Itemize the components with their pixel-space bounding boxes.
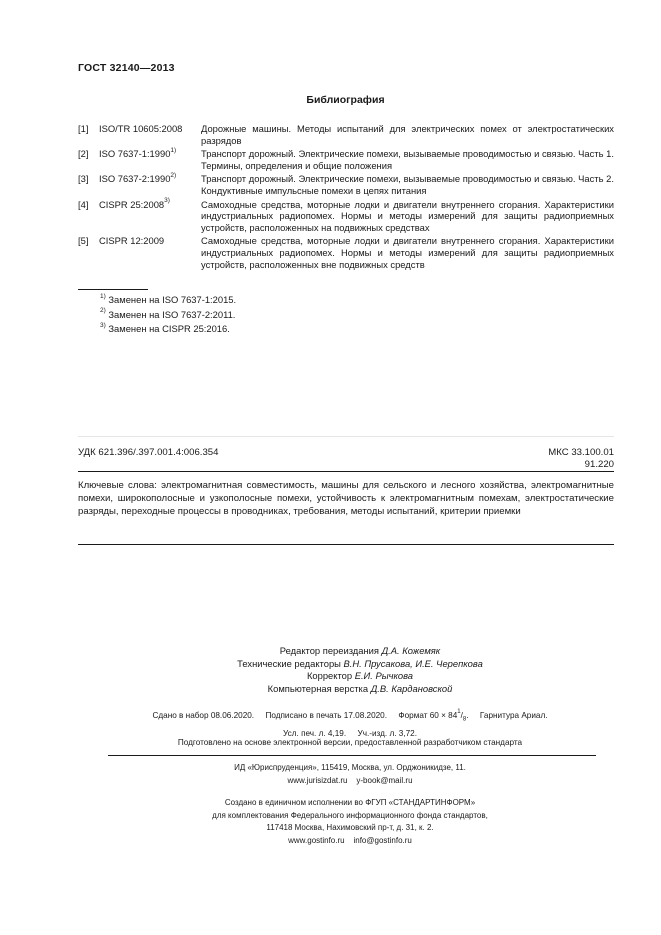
footnote-mark: 3) xyxy=(164,197,170,205)
udk-code: УДК 621.396/.397.001.4:006.354 xyxy=(78,447,219,458)
bibliography-item-reference: CISPR 25:2008$^{3)}$ xyxy=(99,197,170,210)
bibliography-item xyxy=(78,235,614,270)
footnote: $^{2)}$ Заменен на ISO 7637-2:2011. xyxy=(100,307,236,320)
bibliography-item xyxy=(78,123,614,146)
publishing-info: Сдано в набор 08.06.2020. Подписано в печать 17.08.2020. Формат $60 \times 84^1/_8$. Гарнитура Ариал. Усл. печ. л. 4,19. Уч.-изд. л. 3,72. xyxy=(152,709,548,738)
credit-line: Корректор Е.И. Рычкова xyxy=(306,670,414,681)
bibliography-list xyxy=(78,123,614,272)
prepared-note: Подготовлено на основе электронной версии, предоставленной разработчиком стандарта xyxy=(177,738,523,747)
bibliography-item-reference: ISO/TR 10605:2008 xyxy=(99,123,183,134)
publisher-site-link: www.jurisizdat.ru xyxy=(287,775,348,785)
bibliography-item-number: [2] xyxy=(78,148,89,160)
bibliography-item-number: [5] xyxy=(78,235,89,247)
credit-line: Редактор переиздания Д.А. Кожемяк xyxy=(279,645,441,656)
bibliography-item-reference: CISPR 12:2009 xyxy=(99,235,165,247)
bibliography-item-reference: ISO 7637-2:1990$^{2)}$ xyxy=(99,172,177,185)
keywords-bottom-rule xyxy=(78,544,614,545)
bibliography-item-number: [3] xyxy=(78,173,89,185)
printer-email-link: info@gostinfo.ru xyxy=(353,835,412,845)
bibliography-item-title: Самоходные средства, моторные лодки и двигатели внутреннего сгорания. Характеристики индустриальных радиопомех. Нормы и методы измерений для защиты радиоприемных устройств, расположенных вне подвижных средств xyxy=(201,235,614,270)
footnote-divider xyxy=(78,289,148,290)
bibliography-item-number: [1] xyxy=(78,123,89,134)
credit-line: Компьютерная верстка Д.В. Кардановской xyxy=(267,682,453,694)
bibliography-item-title: Транспорт дорожный. Электрические помехи, вызываемые проводимостью и связью. Часть 2. Кондуктивные импульсные помехи в цепях питания xyxy=(201,173,614,196)
printer-info: Создано в единичном исполнении во ФГУП «СТАНДАРТИНФОРМ» для комплектования Федерального информационного фонда стандартов, 117418 Москва, Нахимовский пр-т, д. 31, к. 2. www.gostinfo.ru info@gostinfo.ru xyxy=(212,798,488,845)
bibliography-title: Библиография xyxy=(306,94,385,106)
bibliography-item xyxy=(78,173,614,196)
faint-divider xyxy=(78,436,614,437)
bibliography-item-title: Дорожные машины. Методы испытаний для электрических помех от электростатических разрядов xyxy=(201,123,614,146)
footnote: $^{3)}$ Заменен на CISPR 25:2016. xyxy=(100,321,230,334)
bibliography-item xyxy=(78,148,614,171)
publisher-email-link: y-book@mail.ru xyxy=(356,775,413,785)
bibliography-item-reference: ISO 7637-1:1990$^{1)}$ xyxy=(99,147,177,160)
bibliography-item xyxy=(78,199,614,234)
bibliography-item-title: Транспорт дорожный. Электрические помехи, вызываемые проводимостью и связью. Часть 1. Термины, определения и общие положения xyxy=(201,148,614,171)
mks-code: МКС 33.100.01 91.220 xyxy=(548,447,614,470)
footnotes xyxy=(100,293,236,337)
footnote-mark: 1) xyxy=(170,147,177,155)
keywords: Ключевые слова: электромагнитная совместимость, машины для сельского и лесного хозяйства, электромагнитные помехи, широкополосные и узкополосные помехи, устойчивость к электромагнитным помехам, электростатические разряды, переходные процессы в проводниках, требования, методы испытаний, критерии приемки xyxy=(78,480,614,517)
credits xyxy=(150,645,570,695)
bibliography-item-title: Самоходные средства, моторные лодки и двигатели внутреннего сгорания. Характеристики индустриальных радиопомех. Нормы и методы измерений для защиты радиоприемных устройств, расположенных на подвижных средствах xyxy=(201,198,614,233)
printer-site-link: www.gostinfo.ru xyxy=(288,835,345,845)
publisher-info: ИД «Юриспруденция», 115419, Москва, ул. Орджоникидзе, 11. www.jurisizdat.ru y-book@mail.ru xyxy=(234,763,466,785)
credit-line: Технические редакторы В.Н. Прусакова, И.Е. Черепкова xyxy=(237,657,483,669)
document-code: ГОСТ 32140—2013 xyxy=(78,62,175,74)
publisher-divider xyxy=(108,755,596,756)
bibliography-item-number: [4] xyxy=(78,198,89,210)
footnote: $^{1)}$ Заменен на ISO 7637-1:2015. xyxy=(100,292,237,305)
footnote-mark: 2) xyxy=(170,172,177,180)
keywords-top-rule xyxy=(78,471,614,472)
